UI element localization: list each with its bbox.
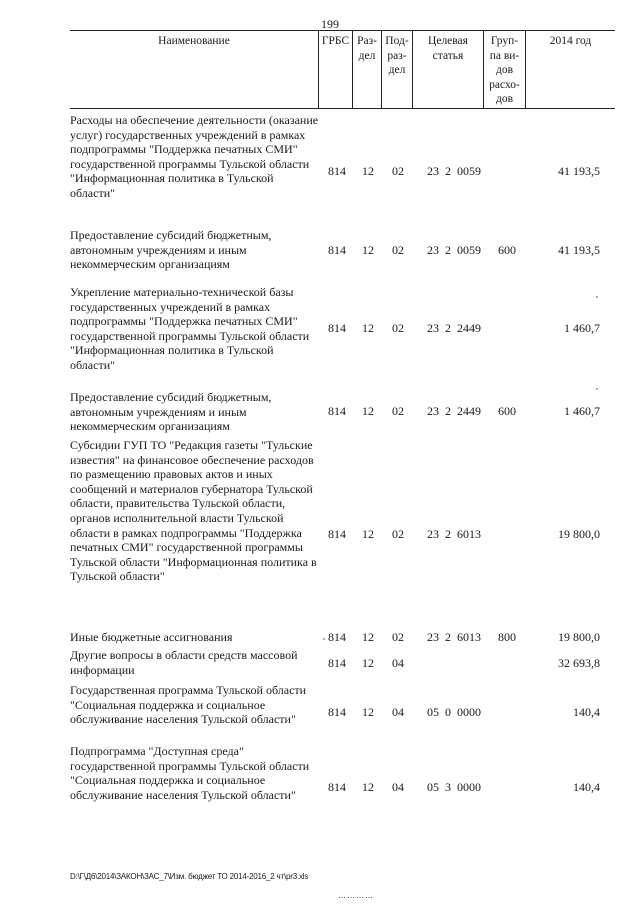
sum-cell: 41 193,5 [558,164,600,178]
grbs-cell: 814 [328,527,346,541]
sum-cell: 19 800,0 [558,630,600,644]
target-cell: 23 2 2449 [427,321,481,335]
target-cell: 05 0 0000 [427,705,481,719]
header-razdel: Раз- дел [353,31,382,108]
grbs-cell: 814 [328,243,346,257]
razdel-cell: 12 [362,243,374,257]
podrazdel-cell: 02 [392,243,404,257]
scan-speck [323,638,325,640]
table-row [70,648,615,680]
target-cell: 23 2 6013 [427,527,481,541]
sum-cell: 1 460,7 [564,321,600,335]
sum-cell: 140,4 [573,705,600,719]
target-cell: 23 2 0059 [427,164,481,178]
podrazdel-cell: 02 [392,321,404,335]
sum-cell: 41 193,5 [558,243,600,257]
razdel-cell: 12 [362,780,374,794]
row-name: Другие вопросы в области средств массовой информации [70,648,298,677]
podrazdel-cell: 04 [392,705,404,719]
group-cell: 600 [498,243,516,257]
footer-file-path: D:\Г\Д6\2014\ЗАКОН\ЗАС_7\Изм. бюджет ТО 2014-2016_2 чт\pr3.xls [70,872,309,881]
podrazdel-cell: 02 [392,164,404,178]
razdel-cell: 12 [362,656,374,670]
grbs-cell: 814 [328,630,346,644]
table-row [70,438,615,628]
row-name: Предоставление субсидий бюджетным, автономным учреждениям и иным некоммерческим организациям [70,390,272,434]
header-group: Груп- па ви- дов расхо- дов [484,31,526,108]
row-name: Укрепление материально-технической базы государственных учреждений в рамках подпрограммы "Поддержка печатных СМИ" государственной программы Тульской области "Информационная политика в Тульской области" [70,285,310,372]
header-name: Наименование [70,31,319,108]
table-row [70,744,615,832]
grbs-cell: 814 [328,321,346,335]
scan-speck [596,296,598,298]
sum-cell: 1 460,7 [564,404,600,418]
target-cell: 23 2 2449 [427,404,481,418]
sum-cell: 140,4 [573,780,600,794]
target-cell: 23 2 6013 [427,630,481,644]
razdel-cell: 12 [362,630,374,644]
grbs-cell: 814 [328,656,346,670]
header-target: Целевая статья [413,31,484,108]
row-name: Предоставление субсидий бюджетным, автономным учреждениям и иным некоммерческим организациям [70,228,272,272]
table-row [70,630,615,646]
row-name: Подпрограмма "Доступная среда" государственной программы Тульской области "Социальная поддержка и социальное обслуживание населения Тульской области" [70,744,310,802]
table-row [70,683,615,741]
row-name: Расходы на обеспечение деятельности (оказание услуг) государственных учреждений в рамках подпрограммы "Поддержка печатных СМИ" государственной программы Тульской области "Информационная политика в Тульской области" [70,113,319,200]
table-row [70,285,615,373]
table-row [70,113,615,223]
podrazdel-cell: 02 [392,630,404,644]
podrazdel-cell: 04 [392,780,404,794]
footer-mark: ………… [338,891,374,900]
scan-speck [596,388,598,390]
grbs-cell: 814 [328,780,346,794]
podrazdel-cell: 02 [392,527,404,541]
podrazdel-cell: 02 [392,404,404,418]
razdel-cell: 12 [362,164,374,178]
grbs-cell: 814 [328,164,346,178]
page-number: 199 [321,17,339,31]
sum-cell: 19 800,0 [558,527,600,541]
target-cell: 23 2 0059 [427,243,481,257]
group-cell: 600 [498,404,516,418]
razdel-cell: 12 [362,404,374,418]
grbs-cell: 814 [328,404,346,418]
row-name: Государственная программа Тульской области "Социальная поддержка и социальное обслуживание населения Тульской области" [70,683,307,727]
table-row [70,390,615,435]
group-cell: 800 [498,630,516,644]
razdel-cell: 12 [362,705,374,719]
header-podrazdel: Под- раз- дел [382,31,413,108]
sum-cell: 32 693,8 [558,656,600,670]
target-cell: 05 3 0000 [427,780,481,794]
razdel-cell: 12 [362,321,374,335]
podrazdel-cell: 04 [392,656,404,670]
table-header [70,30,615,109]
header-year: 2014 год [549,35,592,47]
razdel-cell: 12 [362,527,374,541]
row-name: Субсидии ГУП ТО "Редакция газеты "Тульские известия" на финансовое обеспечение расходов по размещению правовых актов и иных сообщений и материалов губернатора Тульской области, правительства Тульской области, органов исполнительной власти Тульской области в рамках подпрограммы "Поддержка печатных СМИ" государственной программы Тульской области "Информационная политика в Тульской области" [70,438,317,584]
grbs-cell: 814 [328,705,346,719]
header-grbs: ГРБС [319,31,353,108]
row-name: Иные бюджетные ассигнования [70,630,233,644]
table-row [70,228,615,273]
